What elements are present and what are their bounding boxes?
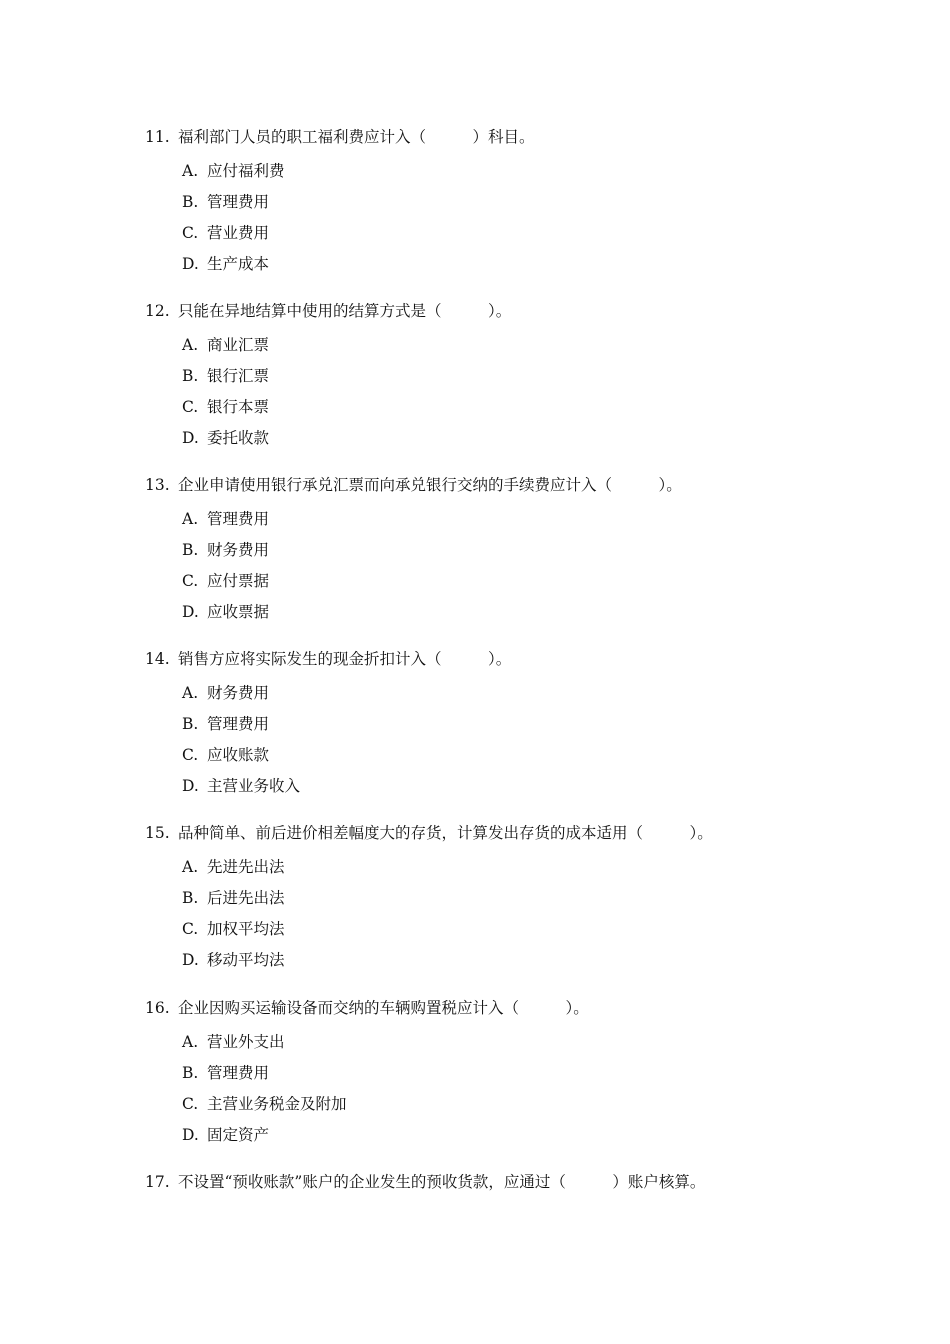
- question-11: [145, 125, 865, 280]
- option-letter: C.: [182, 224, 199, 242]
- option-text: 营业费用: [207, 224, 270, 242]
- option-c: [145, 914, 865, 945]
- option-letter: D.: [182, 429, 199, 447]
- option-d: [145, 771, 865, 802]
- option-d: [145, 597, 865, 628]
- option-letter: C.: [182, 920, 199, 938]
- question-text: 只能在异地结算中使用的结算方式是（ ）。: [178, 302, 512, 320]
- question-number: 16.: [145, 999, 170, 1017]
- question-number: 15.: [145, 824, 170, 842]
- question-text: 销售方应将实际发生的现金折扣计入（ ）。: [178, 650, 512, 668]
- option-a: [145, 156, 865, 187]
- option-letter: C.: [182, 398, 199, 416]
- question-stem: [145, 821, 865, 845]
- option-a: [145, 504, 865, 535]
- question-15: [145, 821, 865, 976]
- option-text: 银行本票: [207, 398, 270, 416]
- question-13: [145, 473, 865, 628]
- option-letter: C.: [182, 746, 199, 764]
- option-text: 财务费用: [207, 684, 270, 702]
- question-text: 不设置“预收账款”账户的企业发生的预收货款，应通过（ ）账户核算。: [178, 1173, 706, 1191]
- option-text: 固定资产: [207, 1126, 270, 1144]
- question-stem: [145, 996, 865, 1020]
- option-letter: B.: [182, 1064, 199, 1082]
- option-text: 后进先出法: [207, 889, 285, 907]
- option-letter: A.: [182, 336, 199, 354]
- option-letter: D.: [182, 951, 199, 969]
- question-stem: [145, 473, 865, 497]
- option-text: 管理费用: [207, 715, 270, 733]
- question-stem: [145, 1170, 865, 1194]
- question-number: 13.: [145, 476, 170, 494]
- option-letter: D.: [182, 603, 199, 621]
- option-c: [145, 740, 865, 771]
- option-a: [145, 330, 865, 361]
- question-17: [145, 1170, 865, 1194]
- option-letter: D.: [182, 777, 199, 795]
- option-a: [145, 678, 865, 709]
- option-letter: D.: [182, 1126, 199, 1144]
- option-b: [145, 709, 865, 740]
- option-letter: D.: [182, 255, 199, 273]
- question-number: 12.: [145, 302, 170, 320]
- option-text: 应收票据: [207, 603, 270, 621]
- option-letter: B.: [182, 193, 199, 211]
- option-letter: B.: [182, 889, 199, 907]
- question-text: 企业因购买运输设备而交纳的车辆购置税应计入（ ）。: [178, 999, 589, 1017]
- option-b: [145, 187, 865, 218]
- option-d: [145, 945, 865, 976]
- option-a: [145, 852, 865, 883]
- option-text: 主营业务税金及附加: [207, 1095, 347, 1113]
- option-text: 主营业务收入: [207, 777, 301, 795]
- question-14: [145, 647, 865, 802]
- question-text: 福利部门人员的职工福利费应计入（ ）科目。: [178, 128, 535, 146]
- question-stem: [145, 125, 865, 149]
- option-text: 管理费用: [207, 1064, 270, 1082]
- option-letter: B.: [182, 541, 199, 559]
- question-number: 11.: [145, 128, 170, 146]
- option-b: [145, 883, 865, 914]
- option-letter: C.: [182, 572, 199, 590]
- question-number: 17.: [145, 1173, 170, 1191]
- option-letter: C.: [182, 1095, 199, 1113]
- option-d: [145, 423, 865, 454]
- question-12: [145, 299, 865, 454]
- option-c: [145, 566, 865, 597]
- question-number: 14.: [145, 650, 170, 668]
- option-letter: A.: [182, 162, 199, 180]
- option-text: 银行汇票: [207, 367, 270, 385]
- option-letter: B.: [182, 367, 199, 385]
- option-letter: B.: [182, 715, 199, 733]
- option-letter: A.: [182, 510, 199, 528]
- option-b: [145, 535, 865, 566]
- option-letter: A.: [182, 684, 199, 702]
- option-text: 生产成本: [207, 255, 270, 273]
- option-d: [145, 1120, 865, 1151]
- question-text: 企业申请使用银行承兑汇票而向承兑银行交纳的手续费应计入（ ）。: [178, 476, 682, 494]
- question-stem: [145, 647, 865, 671]
- question-stem: [145, 299, 865, 323]
- option-text: 委托收款: [207, 429, 270, 447]
- option-text: 营业外支出: [207, 1033, 285, 1051]
- option-letter: A.: [182, 1033, 199, 1051]
- question-text: 品种简单、前后进价相差幅度大的存货，计算发出存货的成本适用（ ）。: [178, 824, 713, 842]
- option-d: [145, 249, 865, 280]
- option-a: [145, 1027, 865, 1058]
- option-c: [145, 218, 865, 249]
- option-b: [145, 361, 865, 392]
- question-16: [145, 996, 865, 1151]
- option-text: 加权平均法: [207, 920, 285, 938]
- option-c: [145, 1089, 865, 1120]
- option-b: [145, 1058, 865, 1089]
- option-text: 财务费用: [207, 541, 270, 559]
- option-text: 先进先出法: [207, 858, 285, 876]
- option-c: [145, 392, 865, 423]
- option-letter: A.: [182, 858, 199, 876]
- option-text: 管理费用: [207, 193, 270, 211]
- option-text: 应收账款: [207, 746, 270, 764]
- option-text: 移动平均法: [207, 951, 285, 969]
- option-text: 应付福利费: [207, 162, 285, 180]
- option-text: 应付票据: [207, 572, 270, 590]
- option-text: 管理费用: [207, 510, 270, 528]
- option-text: 商业汇票: [207, 336, 270, 354]
